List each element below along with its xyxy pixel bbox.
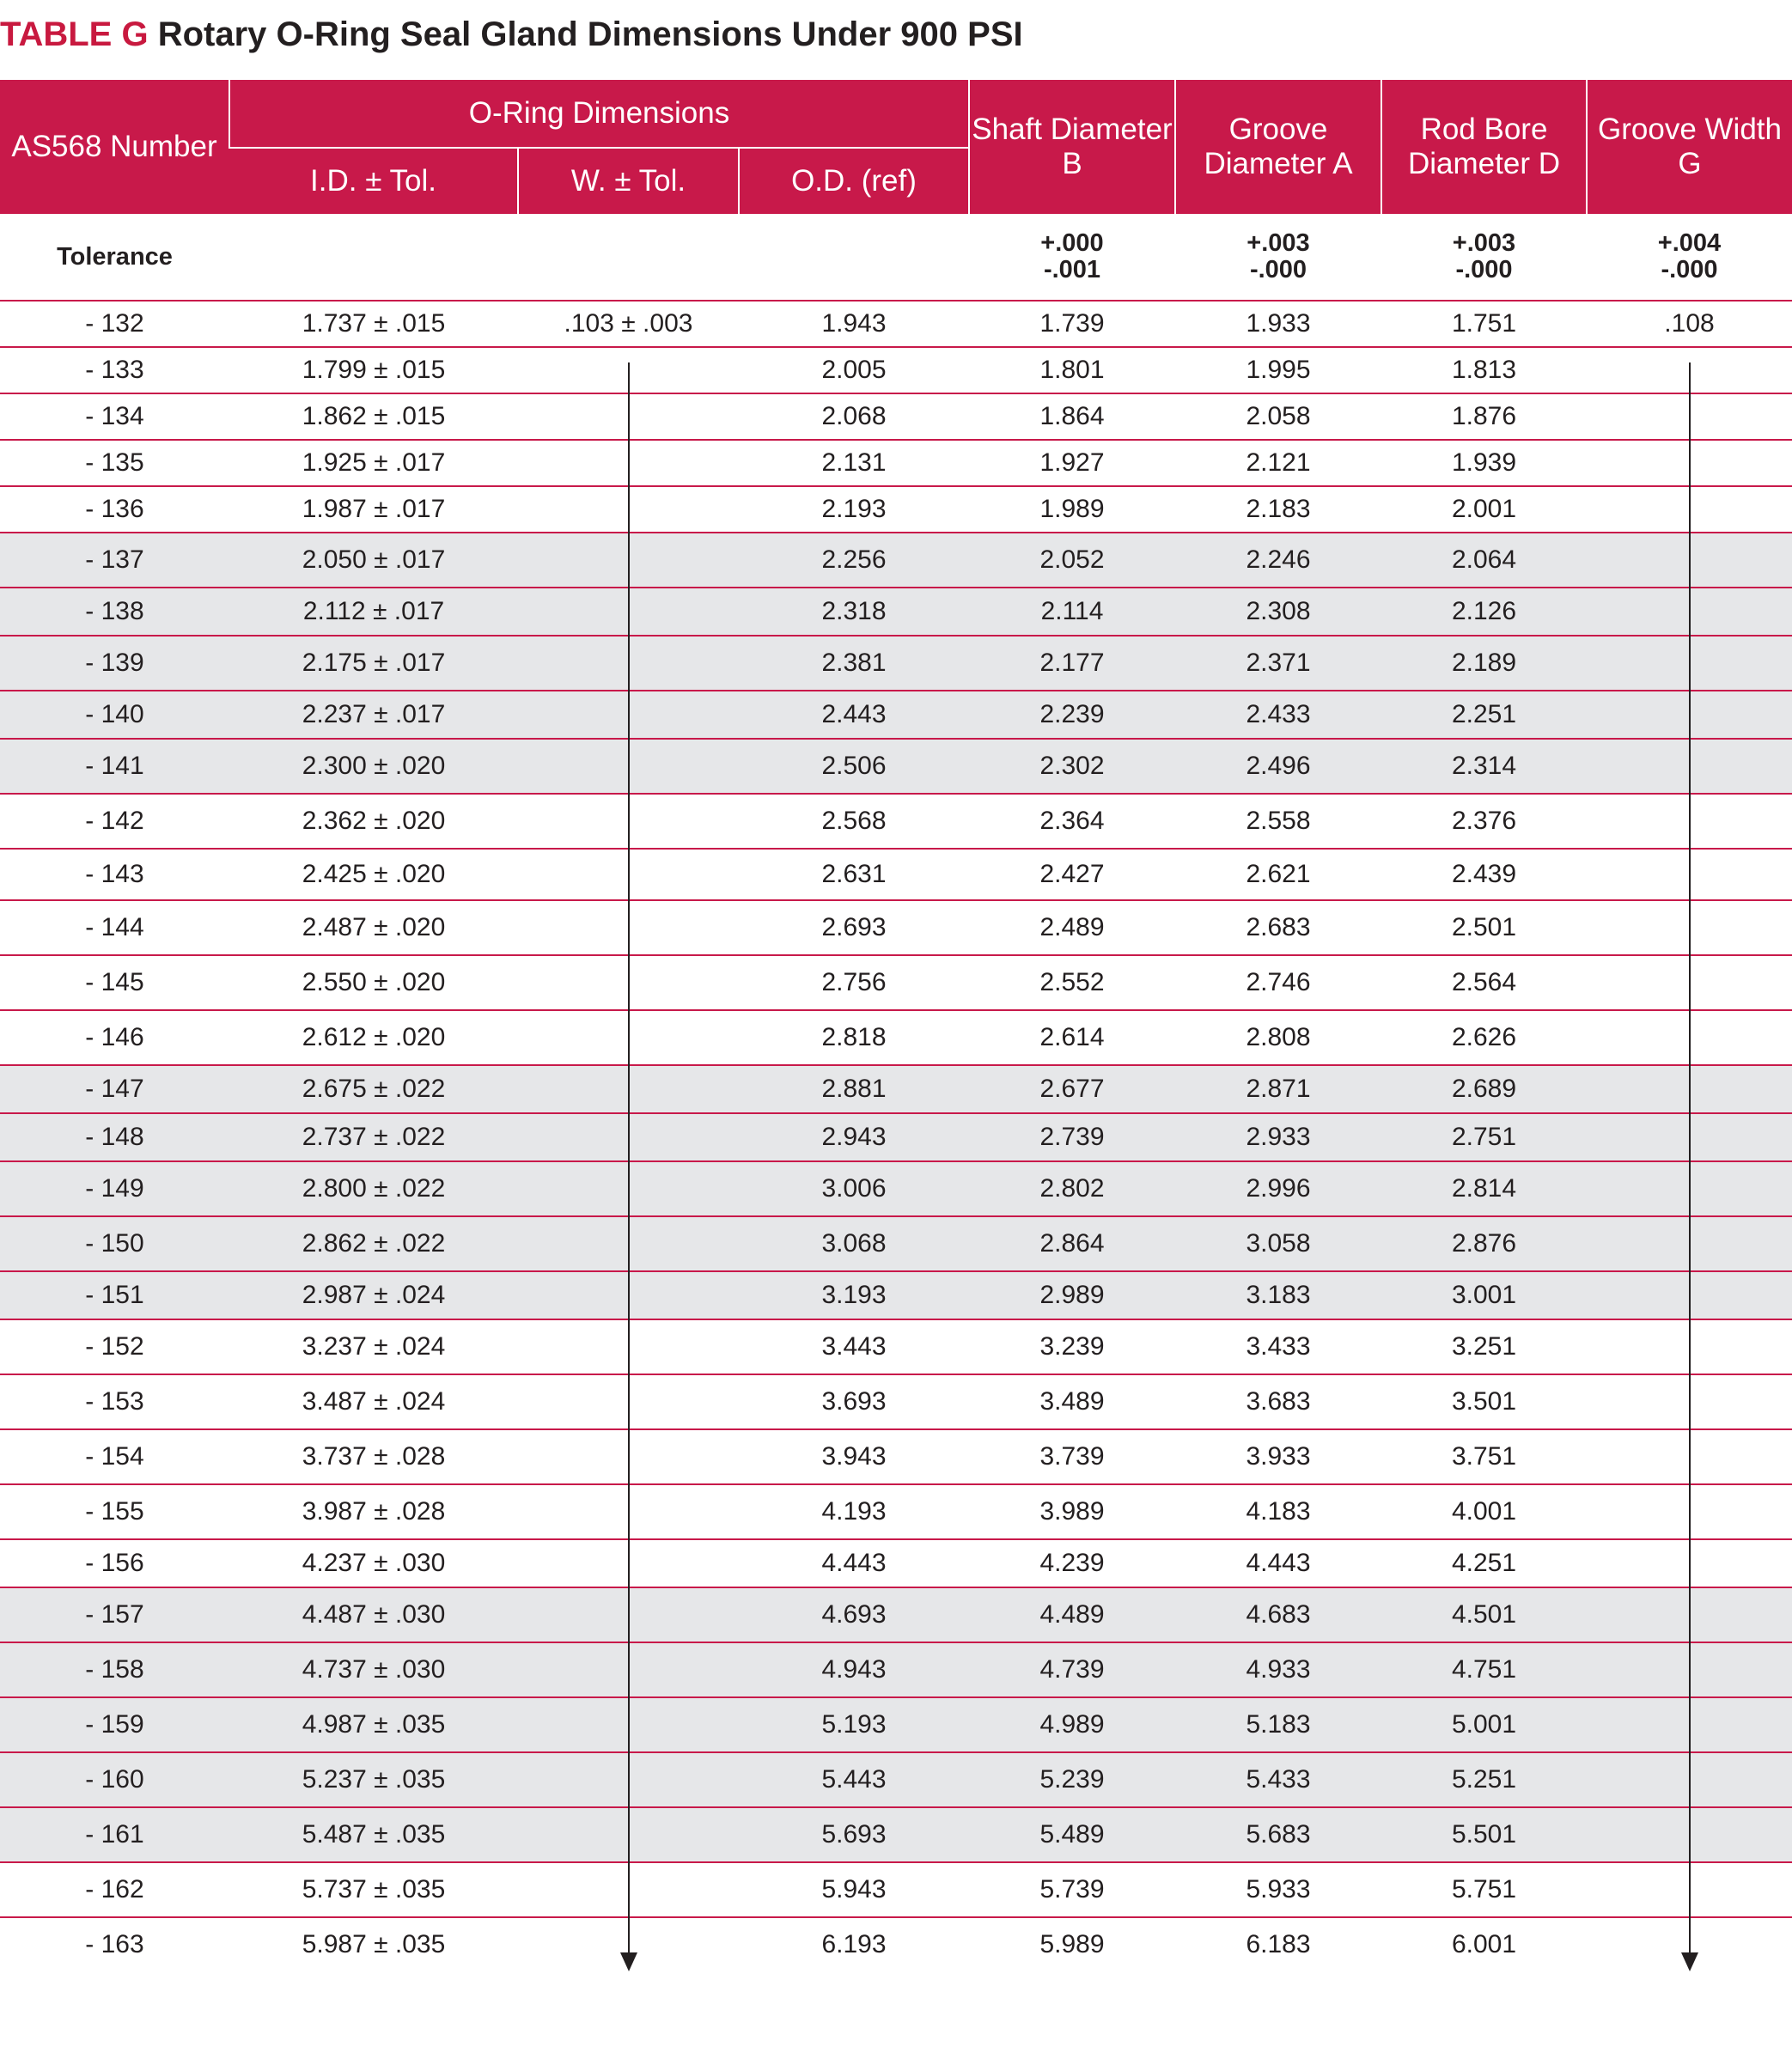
cell-as568-number: - 133 (0, 347, 229, 393)
cell-od-ref: 3.193 (739, 1271, 969, 1319)
cell-groove-diameter: 2.746 (1175, 955, 1381, 1010)
cell-as568-number: - 155 (0, 1484, 229, 1539)
cell-as568-number: - 145 (0, 955, 229, 1010)
table-row (0, 1216, 1792, 1271)
cell-id-tol: 2.050 ± .017 (229, 533, 518, 588)
cell-shaft-diameter: 2.427 (969, 849, 1175, 900)
cell-od-ref: 3.068 (739, 1216, 969, 1271)
table-row (0, 1752, 1792, 1807)
cell-groove-diameter: 2.371 (1175, 636, 1381, 691)
cell-rod-bore-diameter: 2.876 (1381, 1216, 1587, 1271)
cell-as568-number: - 147 (0, 1065, 229, 1113)
cell-shaft-diameter: 2.864 (969, 1216, 1175, 1271)
cell-od-ref: 2.381 (739, 636, 969, 691)
cell-as568-number: - 158 (0, 1642, 229, 1697)
cell-rod-bore-diameter: 5.251 (1381, 1752, 1587, 1807)
table-tag: TABLE G (0, 15, 149, 53)
cell-od-ref: 3.443 (739, 1319, 969, 1374)
cell-rod-bore-diameter: 3.751 (1381, 1429, 1587, 1484)
cell-shaft-diameter: 2.489 (969, 900, 1175, 955)
cell-shaft-diameter: 5.739 (969, 1862, 1175, 1917)
table-row (0, 1319, 1792, 1374)
w-arrow-head-icon (620, 1952, 637, 1971)
cell-od-ref: 2.693 (739, 900, 969, 955)
cell-od-ref: 5.943 (739, 1862, 969, 1917)
cell-shaft-diameter: 2.364 (969, 794, 1175, 849)
cell-rod-bore-diameter: 1.813 (1381, 347, 1587, 393)
cell-od-ref: 2.881 (739, 1065, 969, 1113)
cell-as568-number: - 132 (0, 301, 229, 347)
header-as568-number: AS568 Number (0, 80, 229, 214)
cell-groove-diameter: 2.683 (1175, 900, 1381, 955)
cell-od-ref: 2.318 (739, 588, 969, 636)
cell-shaft-diameter: 5.489 (969, 1807, 1175, 1862)
cell-groove-diameter: 3.433 (1175, 1319, 1381, 1374)
cell-od-ref: 5.193 (739, 1697, 969, 1752)
cell-groove-diameter: 4.933 (1175, 1642, 1381, 1697)
cell-od-ref: 4.693 (739, 1587, 969, 1642)
cell-id-tol: 4.737 ± .030 (229, 1642, 518, 1697)
cell-id-tol: 2.237 ± .017 (229, 691, 518, 739)
header-groove-width: Groove Width G (1587, 80, 1792, 214)
header-oring-dimensions: O-Ring Dimensions (229, 80, 969, 148)
cell-id-tol: 2.612 ± .020 (229, 1010, 518, 1065)
cell-rod-bore-diameter: 2.001 (1381, 486, 1587, 533)
cell-id-tol: 5.987 ± .035 (302, 1930, 446, 1958)
cell-od-ref: 5.443 (739, 1752, 969, 1807)
cell-id-tol: 2.675 ± .022 (229, 1065, 518, 1113)
table-row (0, 1642, 1792, 1697)
cell-rod-bore-diameter: 5.501 (1381, 1807, 1587, 1862)
cell-rod-bore-diameter: 2.126 (1381, 588, 1587, 636)
table-row (0, 739, 1792, 794)
table-row (0, 794, 1792, 849)
cell-id-tol: 3.237 ± .024 (229, 1319, 518, 1374)
table-row (0, 1807, 1792, 1862)
cell-rod-bore-diameter: 6.001 (1451, 1930, 1517, 1958)
cell-id-tol: 4.487 ± .030 (229, 1587, 518, 1642)
cell-groove-diameter: 1.933 (1175, 301, 1381, 347)
cell-od-ref: 2.131 (739, 440, 969, 486)
table-row (0, 1862, 1792, 1917)
cell-od-ref: 2.568 (739, 794, 969, 849)
cell-od-ref: 2.256 (739, 533, 969, 588)
table-title (0, 12, 1023, 57)
table-row (0, 1374, 1792, 1429)
cell-shaft-diameter: 2.989 (969, 1271, 1175, 1319)
table-row (0, 533, 1792, 588)
cell-as568-number: - 138 (0, 588, 229, 636)
cell-id-tol: 1.737 ± .015 (229, 301, 518, 347)
cell-od-ref: 4.193 (739, 1484, 969, 1539)
cell-as568-number: - 149 (0, 1161, 229, 1216)
cell-as568-number: - 157 (0, 1587, 229, 1642)
cell-id-tol: 2.425 ± .020 (229, 849, 518, 900)
cell-rod-bore-diameter: 1.876 (1381, 393, 1587, 440)
cell-rod-bore-diameter: 3.251 (1381, 1319, 1587, 1374)
table-row (0, 1539, 1792, 1587)
cell-od-ref: 1.943 (739, 301, 969, 347)
table-row (0, 1587, 1792, 1642)
cell-as568-number: - 148 (0, 1113, 229, 1161)
cell-groove-diameter: 4.443 (1175, 1539, 1381, 1587)
cell-rod-bore-diameter: 1.939 (1381, 440, 1587, 486)
w-continuation-arrow (628, 362, 630, 1952)
cell-id-tol: 5.487 ± .035 (229, 1807, 518, 1862)
cell-id-tol: 2.800 ± .022 (229, 1161, 518, 1216)
g-arrow-head-icon (1681, 1952, 1698, 1971)
cell-groove-diameter: 2.058 (1175, 393, 1381, 440)
cell-groove-diameter: 2.808 (1175, 1010, 1381, 1065)
cell-groove-diameter: 2.121 (1175, 440, 1381, 486)
cell-shaft-diameter: 2.739 (969, 1113, 1175, 1161)
cell-id-tol: 1.799 ± .015 (229, 347, 518, 393)
cell-id-tol: 1.925 ± .017 (229, 440, 518, 486)
cell-rod-bore-diameter: 2.314 (1381, 739, 1587, 794)
cell-groove-diameter: 4.183 (1175, 1484, 1381, 1539)
cell-shaft-diameter: 1.989 (969, 486, 1175, 533)
cell-od-ref: 2.631 (739, 849, 969, 900)
cell-groove-diameter: 4.683 (1175, 1587, 1381, 1642)
cell-id-tol: 2.487 ± .020 (229, 900, 518, 955)
cell-as568-number: - 140 (0, 691, 229, 739)
cell-id-tol: 2.737 ± .022 (229, 1113, 518, 1161)
cell-as568-number: - 160 (0, 1752, 229, 1807)
cell-rod-bore-diameter: 4.501 (1381, 1587, 1587, 1642)
cell-groove-diameter: 2.933 (1175, 1113, 1381, 1161)
cell-as568-number: - 135 (0, 440, 229, 486)
table-row (0, 900, 1792, 955)
cell-as568-number: - 156 (0, 1539, 229, 1587)
cell-shaft-diameter: 4.489 (969, 1587, 1175, 1642)
cell-id-tol: 2.175 ± .017 (229, 636, 518, 691)
tolerance-rod-bore: +.003 -.000 (1381, 214, 1587, 301)
cell-as568-number: - 141 (0, 739, 229, 794)
cell-shaft-diameter: 2.177 (969, 636, 1175, 691)
cell-as568-number: - 152 (0, 1319, 229, 1374)
cell-od-ref: 3.943 (739, 1429, 969, 1484)
cell-rod-bore-diameter: 2.501 (1381, 900, 1587, 955)
cell-od-ref: 3.693 (739, 1374, 969, 1429)
cell-rod-bore-diameter: 3.501 (1381, 1374, 1587, 1429)
tolerance-shaft: +.000 -.001 (969, 214, 1175, 301)
table-row (0, 1010, 1792, 1065)
cell-as568-number: - 134 (0, 393, 229, 440)
cell-rod-bore-diameter: 2.689 (1381, 1065, 1587, 1113)
cell-id-tol: 2.987 ± .024 (229, 1271, 518, 1319)
table-row (0, 486, 1792, 533)
header-groove-diameter: Groove Diameter A (1175, 80, 1381, 214)
cell-rod-bore-diameter: 2.189 (1381, 636, 1587, 691)
table-row (0, 1065, 1792, 1113)
cell-groove-diameter: 5.183 (1175, 1697, 1381, 1752)
cell-as568-number: - 139 (0, 636, 229, 691)
cell-shaft-diameter: 4.239 (969, 1539, 1175, 1587)
cell-id-tol: 2.550 ± .020 (229, 955, 518, 1010)
cell-groove-diameter: 5.683 (1175, 1807, 1381, 1862)
cell-groove-diameter: 3.683 (1175, 1374, 1381, 1429)
cell-shaft-diameter: 2.239 (969, 691, 1175, 739)
cell-od-ref: 4.943 (739, 1642, 969, 1697)
cell-rod-bore-diameter: 2.626 (1381, 1010, 1587, 1065)
tolerance-row (0, 214, 1792, 301)
cell-od-ref: 2.068 (739, 393, 969, 440)
cell-od-ref: 5.693 (739, 1807, 969, 1862)
cell-rod-bore-diameter: 5.751 (1381, 1862, 1587, 1917)
cell-groove-diameter: 6.183 (1246, 1930, 1311, 1958)
cell-shaft-diameter: 3.489 (969, 1374, 1175, 1429)
header-id-tol: I.D. ± Tol. (229, 148, 518, 214)
table-row (0, 393, 1792, 440)
cell-shaft-diameter: 3.989 (969, 1484, 1175, 1539)
cell-od-ref: 4.443 (739, 1539, 969, 1587)
cell-od-ref: 2.943 (739, 1113, 969, 1161)
cell-groove-width: .108 (1587, 301, 1792, 347)
table-row (0, 588, 1792, 636)
table-row (0, 301, 1792, 347)
table-row (0, 1161, 1792, 1216)
g-continuation-arrow (1689, 362, 1691, 1952)
cell-rod-bore-diameter: 4.001 (1381, 1484, 1587, 1539)
cell-rod-bore-diameter: 2.751 (1381, 1113, 1587, 1161)
cell-id-tol: 4.987 ± .035 (229, 1697, 518, 1752)
cell-shaft-diameter: 2.802 (969, 1161, 1175, 1216)
cell-shaft-diameter: 5.239 (969, 1752, 1175, 1807)
tolerance-label: Tolerance (0, 214, 229, 301)
cell-shaft-diameter: 4.989 (969, 1697, 1175, 1752)
cell-groove-diameter: 2.558 (1175, 794, 1381, 849)
cell-as568-number: - 163 (85, 1930, 144, 1958)
cell-rod-bore-diameter: 2.376 (1381, 794, 1587, 849)
cell-od-ref: 2.818 (739, 1010, 969, 1065)
cell-groove-diameter: 3.183 (1175, 1271, 1381, 1319)
cell-od-ref: 2.193 (739, 486, 969, 533)
table-title-text: Rotary O-Ring Seal Gland Dimensions Under 900 PSI (157, 15, 1023, 53)
cell-id-tol: 5.737 ± .035 (229, 1862, 518, 1917)
cell-shaft-diameter: 1.801 (969, 347, 1175, 393)
cell-groove-diameter: 2.308 (1175, 588, 1381, 636)
table-row (0, 955, 1792, 1010)
cell-od-ref: 3.006 (739, 1161, 969, 1216)
cell-groove-diameter: 2.871 (1175, 1065, 1381, 1113)
cell-shaft-diameter: 2.677 (969, 1065, 1175, 1113)
table-row (0, 347, 1792, 393)
cell-rod-bore-diameter: 3.001 (1381, 1271, 1587, 1319)
cell-groove-diameter: 5.433 (1175, 1752, 1381, 1807)
cell-id-tol: 5.237 ± .035 (229, 1752, 518, 1807)
cell-groove-diameter: 2.246 (1175, 533, 1381, 588)
table-row (0, 1917, 1792, 1971)
cell-as568-number: - 150 (0, 1216, 229, 1271)
cell-shaft-diameter: 2.552 (969, 955, 1175, 1010)
cell-shaft-diameter: 4.739 (969, 1642, 1175, 1697)
cell-as568-number: - 151 (0, 1271, 229, 1319)
table-row (0, 1484, 1792, 1539)
cell-groove-diameter: 2.996 (1175, 1161, 1381, 1216)
cell-rod-bore-diameter: 2.064 (1381, 533, 1587, 588)
header-od-ref: O.D. (ref) (739, 148, 969, 214)
cell-shaft-diameter: 2.302 (969, 739, 1175, 794)
cell-rod-bore-diameter: 4.751 (1381, 1642, 1587, 1697)
cell-as568-number: - 144 (0, 900, 229, 955)
cell-as568-number: - 137 (0, 533, 229, 588)
cell-as568-number: - 162 (0, 1862, 229, 1917)
tolerance-groove-diameter: +.003 -.000 (1175, 214, 1381, 301)
cell-shaft-diameter: 5.989 (1039, 1930, 1105, 1958)
cell-id-tol: 2.862 ± .022 (229, 1216, 518, 1271)
table-row (0, 691, 1792, 739)
cell-rod-bore-diameter: 4.251 (1381, 1539, 1587, 1587)
header-shaft-diameter: Shaft Diameter B (969, 80, 1175, 214)
cell-w-tol: .103 ± .003 (518, 301, 739, 347)
cell-id-tol: 1.987 ± .017 (229, 486, 518, 533)
cell-groove-diameter: 2.183 (1175, 486, 1381, 533)
cell-shaft-diameter: 3.739 (969, 1429, 1175, 1484)
cell-id-tol: 3.487 ± .024 (229, 1374, 518, 1429)
cell-rod-bore-diameter: 1.751 (1381, 301, 1587, 347)
cell-id-tol: 3.987 ± .028 (229, 1484, 518, 1539)
cell-groove-diameter: 3.933 (1175, 1429, 1381, 1484)
cell-as568-number: - 154 (0, 1429, 229, 1484)
table-row (0, 1697, 1792, 1752)
cell-as568-number: - 146 (0, 1010, 229, 1065)
cell-id-tol: 2.362 ± .020 (229, 794, 518, 849)
cell-rod-bore-diameter: 2.251 (1381, 691, 1587, 739)
header-rod-bore-diameter: Rod Bore Diameter D (1381, 80, 1587, 214)
table-row (0, 1429, 1792, 1484)
cell-as568-number: - 143 (0, 849, 229, 900)
header-w-tol: W. ± Tol. (518, 148, 739, 214)
cell-groove-diameter: 2.496 (1175, 739, 1381, 794)
cell-rod-bore-diameter: 2.439 (1381, 849, 1587, 900)
table-row (0, 1113, 1792, 1161)
table-row (0, 849, 1792, 900)
cell-groove-diameter: 2.433 (1175, 691, 1381, 739)
table-row (0, 1271, 1792, 1319)
cell-as568-number: - 153 (0, 1374, 229, 1429)
cell-shaft-diameter: 1.927 (969, 440, 1175, 486)
table-row (0, 440, 1792, 486)
tolerance-groove-width: +.004 -.000 (1587, 214, 1792, 301)
cell-rod-bore-diameter: 2.564 (1381, 955, 1587, 1010)
cell-groove-diameter: 1.995 (1175, 347, 1381, 393)
cell-shaft-diameter: 2.114 (969, 588, 1175, 636)
cell-groove-diameter: 5.933 (1175, 1862, 1381, 1917)
cell-as568-number: - 161 (0, 1807, 229, 1862)
cell-od-ref: 2.443 (739, 691, 969, 739)
cell-id-tol: 2.300 ± .020 (229, 739, 518, 794)
cell-od-ref: 2.005 (739, 347, 969, 393)
dimensions-table (0, 80, 1792, 1971)
cell-shaft-diameter: 2.614 (969, 1010, 1175, 1065)
cell-shaft-diameter: 2.052 (969, 533, 1175, 588)
cell-id-tol: 3.737 ± .028 (229, 1429, 518, 1484)
cell-od-ref: 2.506 (739, 739, 969, 794)
cell-id-tol: 1.862 ± .015 (229, 393, 518, 440)
cell-shaft-diameter: 3.239 (969, 1319, 1175, 1374)
cell-shaft-diameter: 1.739 (969, 301, 1175, 347)
cell-rod-bore-diameter: 5.001 (1381, 1697, 1587, 1752)
cell-shaft-diameter: 1.864 (969, 393, 1175, 440)
cell-as568-number: - 142 (0, 794, 229, 849)
table-row (0, 636, 1792, 691)
cell-as568-number: - 159 (0, 1697, 229, 1752)
cell-rod-bore-diameter: 2.814 (1381, 1161, 1587, 1216)
cell-id-tol: 4.237 ± .030 (229, 1539, 518, 1587)
cell-od-ref: 2.756 (739, 955, 969, 1010)
cell-od-ref: 6.193 (821, 1930, 887, 1958)
cell-id-tol: 2.112 ± .017 (229, 588, 518, 636)
cell-groove-diameter: 2.621 (1175, 849, 1381, 900)
cell-groove-diameter: 3.058 (1175, 1216, 1381, 1271)
cell-as568-number: - 136 (0, 486, 229, 533)
